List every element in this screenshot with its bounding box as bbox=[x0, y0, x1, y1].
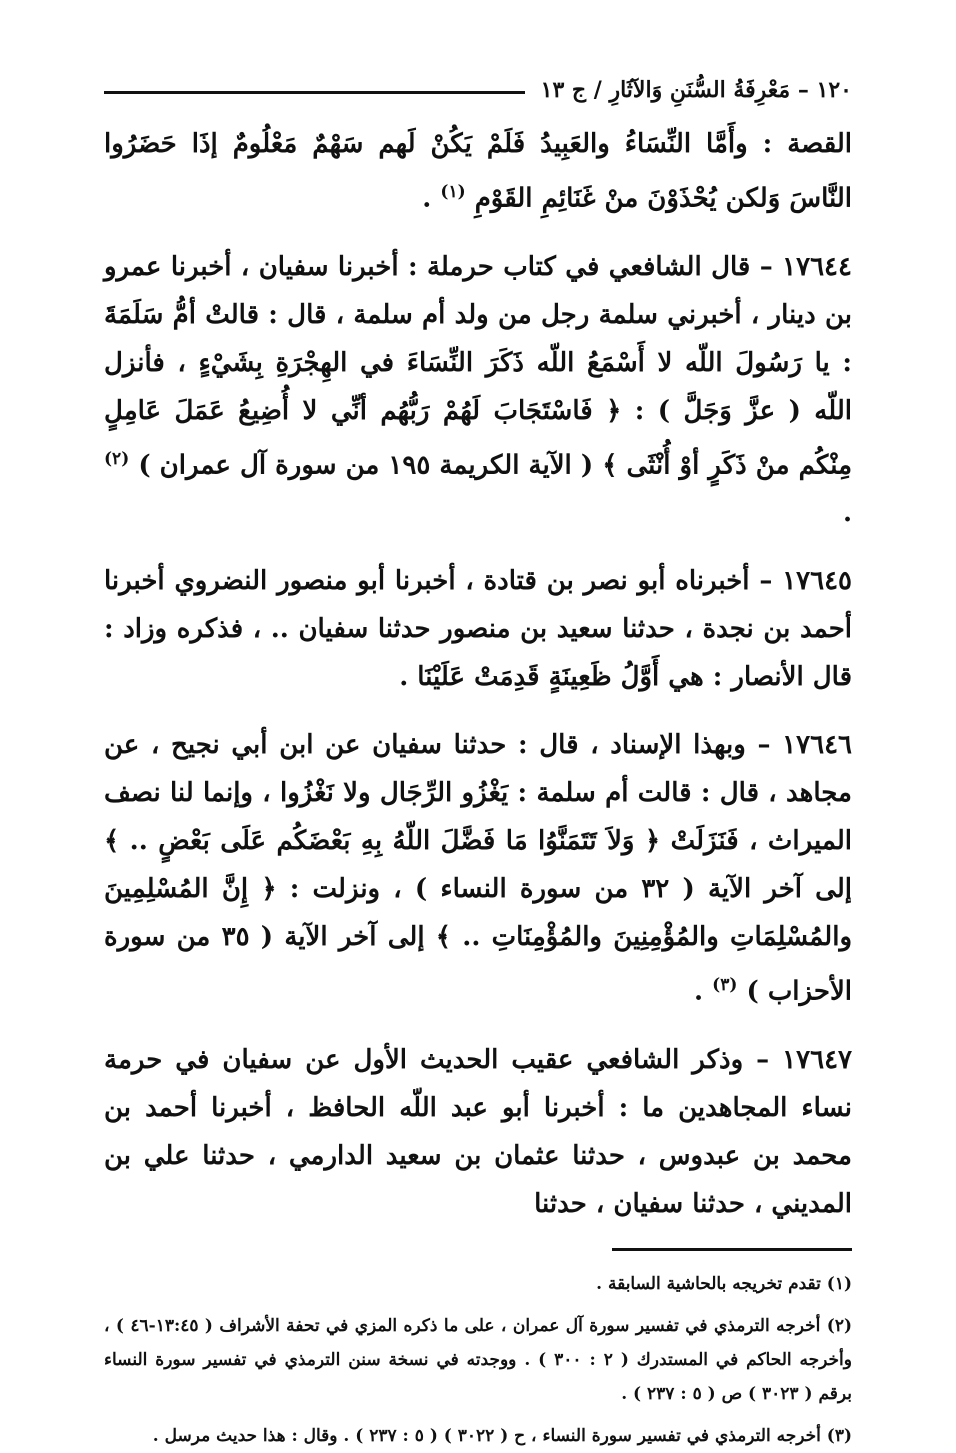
footnote-2: (٢) أخرجه الترمذي في تفسير سورة آل عمران ، على ما ذكره المزي في تحفة الأشراف ( ١٣:٤٥-٤٦ ) ، وأخرجه الحاكم في المستدرك ( ٢ : ٣٠٠ ) . ووجدته في نسخة سنن الترمذي في تفسير سورة النساء برقم ( ٣٠٢٣ ) ص ( ٥ : ٢٣٧ ) . bbox=[104, 1315, 852, 1404]
paragraph-intro bbox=[104, 120, 852, 223]
book-title: مَعْرِفَةُ السُّنَنِ وَالآثَارِ / ج ١٣ bbox=[540, 77, 791, 103]
paragraph-text: – قال الشافعي في كتاب حرملة : أخبرنا سفيان ، أخبرنا عمرو بن دينار ، أخبرني سلمة رجل من ولد أم سلمة ، قال : قالتْ أمُّ سَلَمَةَ : يا رَسُولَ اللّه لا أَسْمَعُ اللّه ذَكَرَ النِّسَاءَ في الهِجْرَةِ بِشَيْءٍ ، فأنزل اللّه ( عزَّ وَجَلَّ ) : ﴿ فَاسْتَجَابَ لَهُمْ رَبُّهُم أنِّي لا أُضِيعُ عَمَلَ عَامِلٍ مِنْكُم منْ ذَكَرٍ أوْ أُنْثَى ﴾ ( الآية الكريمة ١٩٥ من سورة آل عمران ) bbox=[104, 251, 853, 481]
hadith-number: ١٧٦٤٤ bbox=[782, 251, 852, 282]
footnote-ref: (٣) bbox=[712, 975, 738, 996]
hadith-17645 bbox=[104, 557, 852, 701]
paragraph-text: – أخبرناه أبو نصر بن قتادة ، أخبرنا أبو منصور النضروي أخبرنا أحمد بن نجدة ، حدثنا سعيد بن منصور حدثنا سفيان .. ، فذكره وزاد : قال الأنصار : هي أَوَّلُ ظَعِينَةٍ قَدِمَتْ عَلَيْنَا . bbox=[104, 566, 852, 693]
footnote-3: (٣) أخرجه الترمذي في تفسير سورة النساء ، ح ( ٣٠٢٢ ) ( ٥ : ٢٣٧ ) . وقال : هذا حديث مرسل . bbox=[152, 1425, 852, 1446]
hadith-17646 bbox=[104, 721, 852, 1016]
paragraph-text: القصة : وأَمَّا النِّسَاءُ والعَبِيدُ فَلَمْ يَكُنْ لَهم سَهْمٌ مَعْلُومٌ إذَا حَضَرُوا النَّاسَ وَلكن يُحْذَوْنَ منْ غَنَائِمِ القَوْمِ bbox=[104, 129, 852, 214]
running-header: ١٢٠ – مَعْرِفَةُ السُّنَنِ وَالآثَارِ / ج ١٣ bbox=[540, 77, 852, 103]
paragraph-text: – وذكر الشافعي عقيب الحديث الأول عن سفيان في حرمة نساء المجاهدين ما : أخبرنا أبو عبد اللّه الحافظ ، أخبرنا أحمد بن محمد بن عبدوس ، حدثنا عثمان بن سعيد الدارمي ، حدثنا علي بن المديني ، حدثنا سفيان ، حدثنا bbox=[104, 1044, 852, 1219]
hadith-number: ١٧٦٤٧ bbox=[782, 1044, 852, 1075]
footnote-ref: (٢) bbox=[104, 448, 130, 469]
paragraph-text: – وبهذا الإسناد ، قال : حدثنا سفيان عن ابن أبي نجيح ، عن مجاهد ، قال : قالت أم سلمة : يَغْزُو الرِّجَال ولا نَغْزُوا ، وإنما لنا نصف الميراث ، فَنَزَلَتْ ﴿ وَلاَ تَتَمَنَّوُا مَا فَضَّلَ اللّهُ بِهِ بَعْضَكُم عَلَى بَعْضٍ .. ﴾ إلى آخر الآية ( ٣٢ من سورة النساء ) ، ونزلت : ﴿ إِنَّ المُسْلِمِينَ والمُسْلِمَاتِ والمُؤْمِنِينَ والمُؤْمِنَاتِ .. ﴾ إلى آخر الآية ( ٣٥ من سورة الأحزاب ) bbox=[104, 730, 853, 1007]
footnote-1: (١) تقدم تخريجه بالحاشية السابقة . bbox=[596, 1273, 852, 1294]
page-number: ١٢٠ bbox=[816, 77, 852, 103]
page-header bbox=[104, 70, 852, 110]
paragraph-end: . bbox=[422, 183, 432, 214]
footnote-ref: (١) bbox=[440, 182, 466, 202]
header-rule bbox=[104, 91, 525, 94]
footnotes bbox=[104, 1267, 852, 1453]
main-text bbox=[104, 120, 852, 1228]
footnote-separator bbox=[612, 1248, 852, 1251]
hadith-17647 bbox=[104, 1036, 852, 1228]
hadith-number: ١٧٦٤٥ bbox=[782, 566, 853, 597]
hadith-17644 bbox=[104, 243, 852, 538]
paragraph-end: . bbox=[694, 976, 704, 1007]
paragraph-end: . bbox=[842, 498, 852, 529]
hadith-number: ١٧٦٤٦ bbox=[782, 730, 852, 761]
